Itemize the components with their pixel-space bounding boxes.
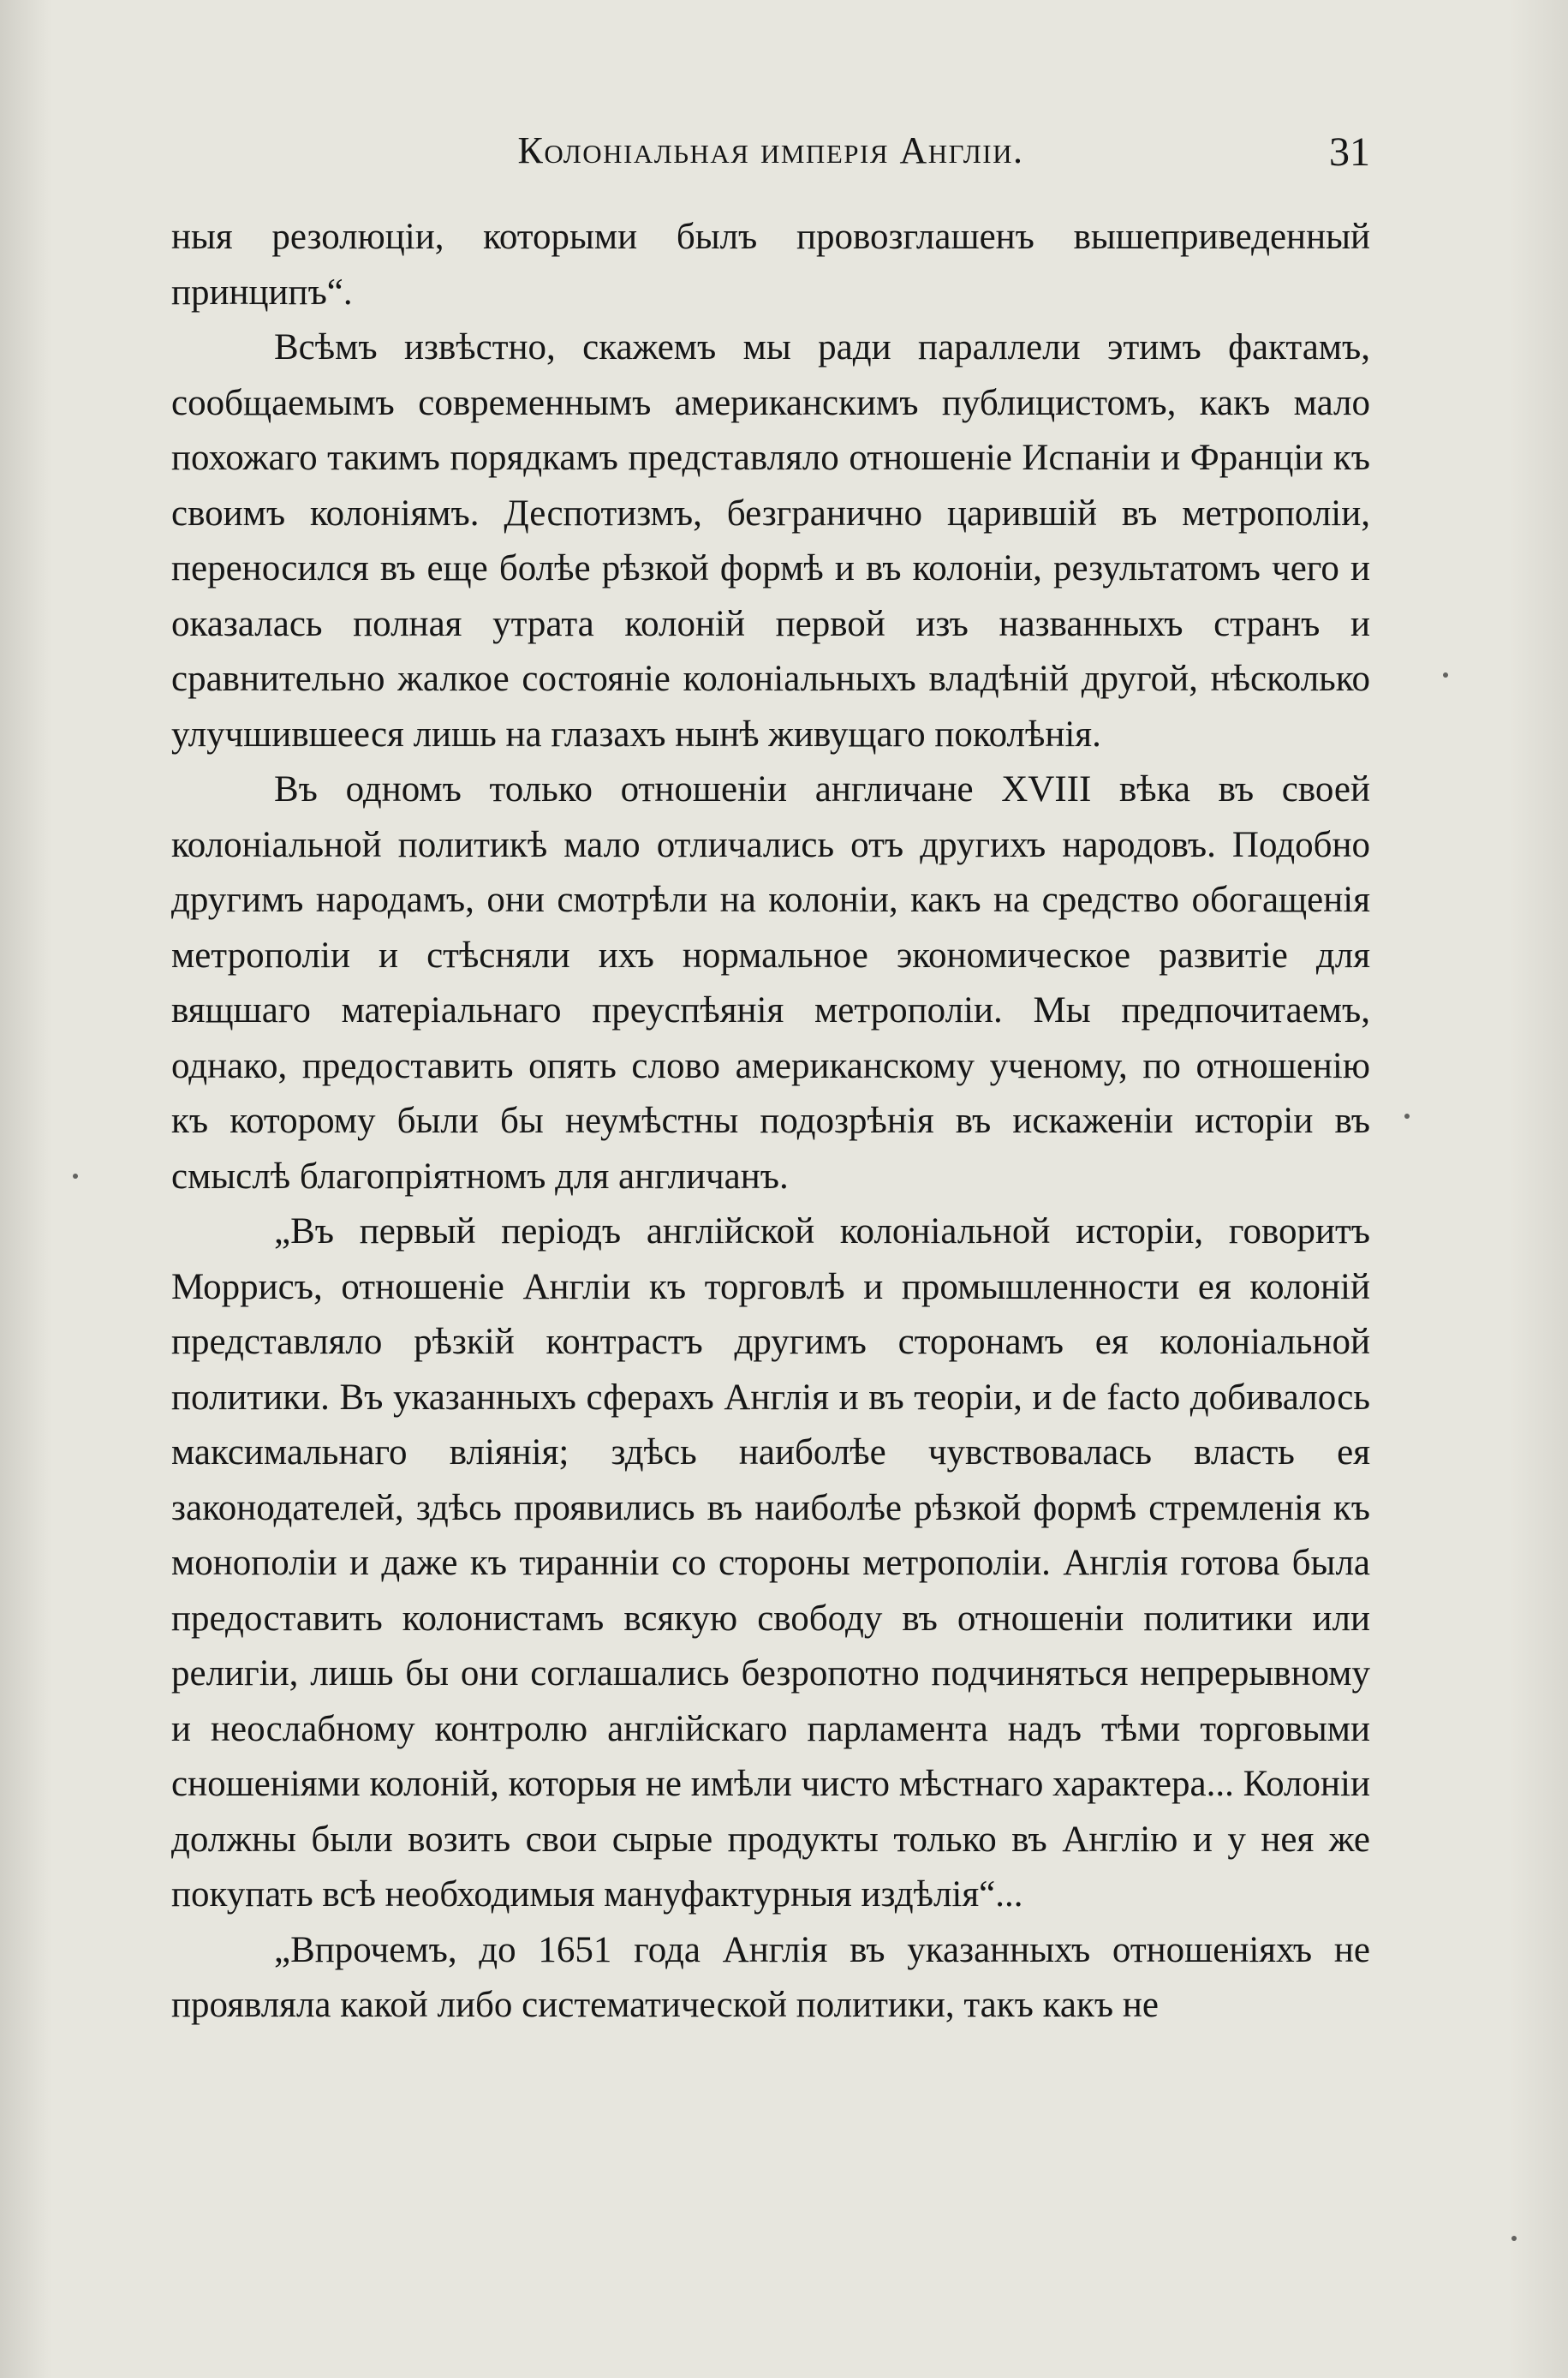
scan-shadow-right (1508, 0, 1568, 2378)
page-number: 31 (1329, 129, 1370, 175)
scan-speck (73, 1174, 78, 1179)
scan-speck (1443, 672, 1448, 678)
paragraph-quote: „Впрочемъ, до 1651 года Англія въ указанныхъ отношеніяхъ не проявляла какой либо систематической политики, такъ какъ не (171, 1929, 1370, 2025)
scan-speck (1404, 1114, 1410, 1119)
scan-speck (1511, 2236, 1517, 2241)
paragraph-quote: „Въ первый періодъ англійской колоніальной исторіи, говоритъ Моррисъ, отношеніе Англіи къ торговлѣ и промышленности ея колоній представляло рѣзкій контрастъ другимъ сторонамъ ея колоніальной политики. Въ указанныхъ сферахъ Англія и въ теоріи, и de facto добивалось максимальнаго вліянія; здѣсь наиболѣе чувствовалась власть ея законодателей, здѣсь проявились въ наиболѣе рѣзкой формѣ стремленія къ монополіи и даже къ тиранніи со стороны метрополіи. Англія готова была предоставить колонистамъ всякую свободу въ отношеніи политики или религіи, лишь бы они соглашались безропотно подчиняться непрерывному и неослабному контролю англійскаго парламента надъ тѣми торговыми сношеніями колоній, которыя не имѣли чисто мѣстнаго характера... Колоніи должны были возить свои сырые продукты только въ Англію и у нея же покупать всѣ необходимыя мануфактурныя издѣлія“... (171, 1211, 1370, 1915)
paragraph: Въ одномъ только отношеніи англичане XVIII вѣка въ своей колоніальной политикѣ мало отличались отъ другихъ народовъ. Подобно другимъ народамъ, они смотрѣли на колоніи, какъ на средство обогащенія метрополіи и стѣсняли ихъ нормальное экономическое развитіе для вящшаго матеріальнаго преуспѣянія метрополіи. Мы предпочитаемъ, однако, предоставить опять слово американскому ученому, по отношенію къ которому были бы неумѣстны подозрѣнія въ искаженіи исторіи въ смыслѣ благопріятномъ для англичанъ. (171, 769, 1370, 1197)
body-text (171, 210, 1370, 2034)
page-header (171, 128, 1370, 197)
paragraph: Всѣмъ извѣстно, скажемъ мы ради параллели этимъ фактамъ, сообщаемымъ современнымъ американскимъ публицистомъ, какъ мало похожаго такимъ порядкамъ представляло отношеніе Испаніи и Франціи къ своимъ колоніямъ. Деспотизмъ, безгранично царившій въ метрополіи, переносился въ еще болѣе рѣзкой формѣ и въ колоніи, результатомъ чего и оказалась полная утрата колоній первой изъ названныхъ странъ и сравнительно жалкое состояніе колоніальныхъ владѣній другой, нѣсколько улучшившееся лишь на глазахъ нынѣ живущаго поколѣнія. (171, 327, 1370, 755)
paragraph-continuation: ныя резолюціи, которыми былъ провозглашенъ вышеприведенный принципъ“. (171, 217, 1370, 313)
scan-shadow-left (0, 0, 51, 2378)
running-title: Колоніальная имперія Англіи. (517, 129, 1024, 171)
